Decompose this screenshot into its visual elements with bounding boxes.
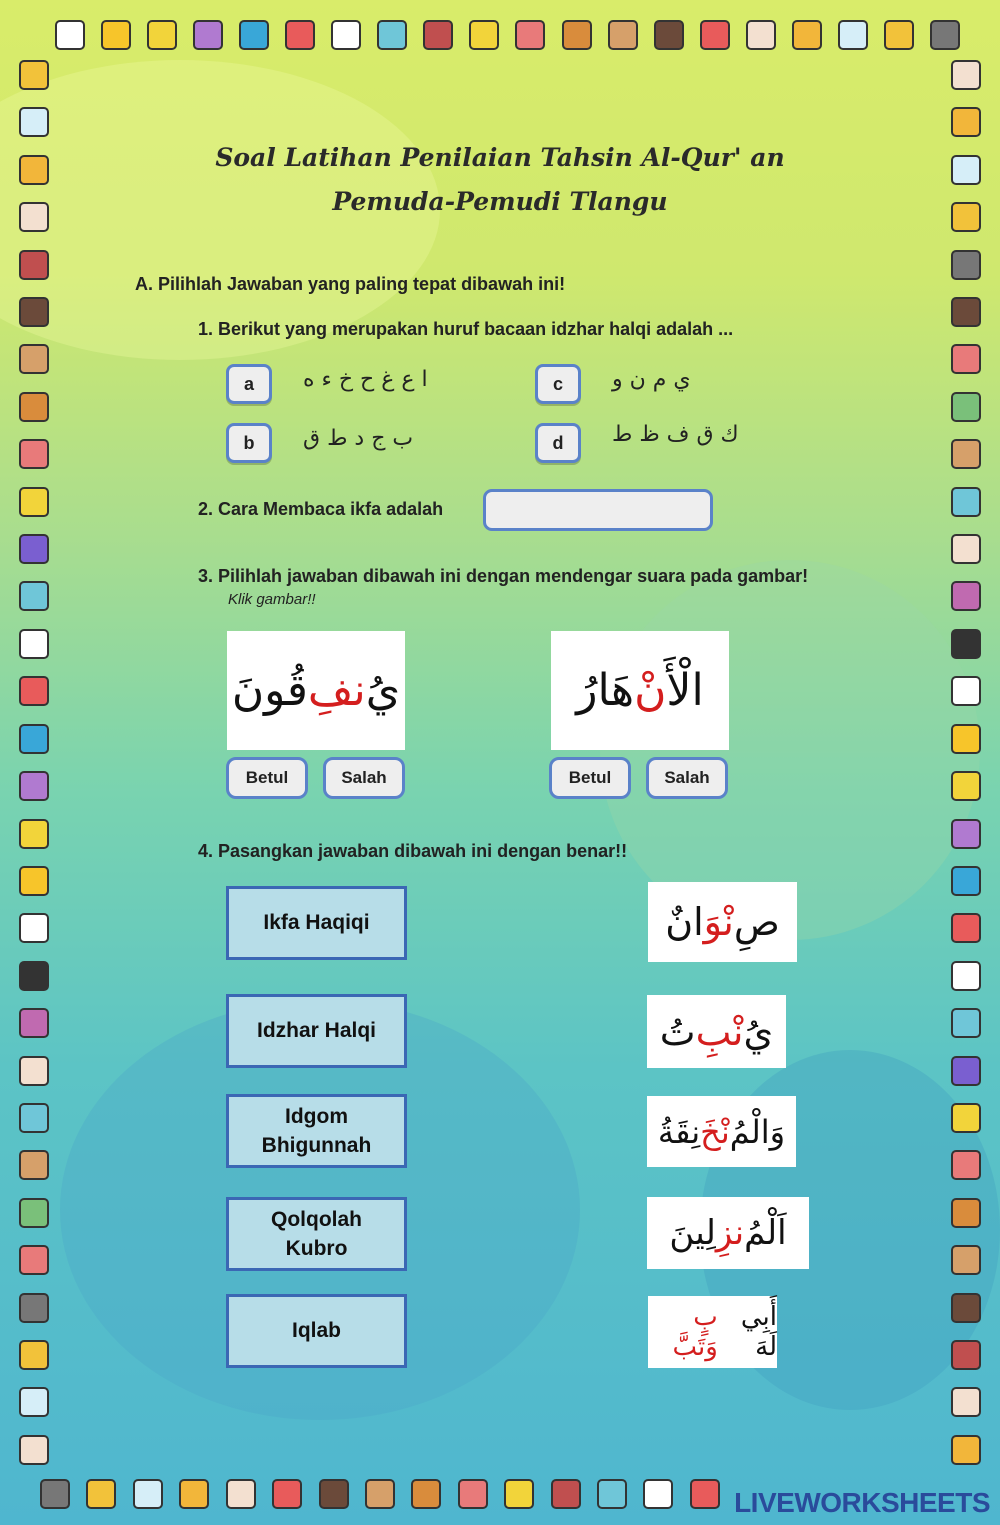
page-title-line-2: Pemuda-Pemudi Tlangu — [332, 187, 668, 216]
tape-icon — [951, 487, 981, 517]
question-3-text: 3. Pilihlah jawaban dibawah ini dengan mendengar suara pada gambar! — [198, 566, 809, 586]
scissors-icon — [458, 1479, 488, 1509]
stationery-border-top — [55, 14, 960, 56]
paper-icon — [226, 1479, 256, 1509]
usb-icon — [951, 866, 981, 896]
paper-icon — [951, 60, 981, 90]
stapler-icon — [951, 1340, 981, 1370]
arabic-word-pre: يُ — [743, 1009, 774, 1054]
paper-icon — [951, 534, 981, 564]
paint-roller-icon — [951, 913, 981, 943]
audio-image-card-1[interactable] — [227, 631, 405, 750]
pin-icon — [377, 20, 407, 50]
pin-icon — [19, 581, 49, 611]
paint-roller-icon — [690, 1479, 720, 1509]
match-right-card-4[interactable] — [647, 1197, 809, 1269]
scroll-icon — [133, 1479, 163, 1509]
pushpin-icon — [951, 107, 981, 137]
option-a-button[interactable]: a — [226, 364, 272, 404]
card-2-betul-button[interactable]: Betul — [549, 757, 631, 799]
match-right-card-2[interactable] — [647, 995, 786, 1068]
marker-icon — [19, 819, 49, 849]
option-d-button[interactable]: d — [535, 423, 581, 463]
palette-icon — [19, 344, 49, 374]
notepad-icon — [951, 961, 981, 991]
notepad-icon — [19, 629, 49, 659]
cup-icon — [19, 1008, 49, 1038]
paper-icon — [19, 1056, 49, 1086]
binder-clip-icon — [951, 250, 981, 280]
sticky-note-icon — [101, 20, 131, 50]
pencils-icon — [19, 297, 49, 327]
match-left-item-5[interactable]: Iqlab — [226, 1294, 407, 1368]
pencil-icon — [19, 60, 49, 90]
question-2-text: 2. Cara Membaca ikfa adalah — [198, 499, 444, 519]
binder-clip-icon — [19, 1293, 49, 1323]
arabic-word-post: هَارُ — [576, 665, 635, 716]
pushpin-icon — [179, 1479, 209, 1509]
arabic-word-post: انٌ — [665, 900, 704, 944]
tape-icon — [19, 1103, 49, 1133]
clipboard-icon — [951, 1387, 981, 1417]
arabic-word-highlight: نْخَ — [700, 1112, 730, 1151]
arabic-word-pre: أَبِي لَهَ — [740, 1302, 777, 1362]
palette-icon — [951, 439, 981, 469]
eraser-icon — [193, 20, 223, 50]
page-title-line-1: Soal Latihan Penilaian Tahsin Al-Qur' an — [215, 143, 785, 172]
arabic-word-post: لِينَ — [669, 1213, 716, 1253]
notepad-icon — [331, 20, 361, 50]
eraser-icon — [951, 819, 981, 849]
pencil-icon — [19, 1340, 49, 1370]
scissors-icon — [951, 1150, 981, 1180]
clipboard-icon — [19, 1435, 49, 1465]
brush-icon — [411, 1479, 441, 1509]
plant-icon — [19, 1198, 49, 1228]
arabic-word-pre: صِ — [733, 900, 780, 944]
pencils-icon — [319, 1479, 349, 1509]
brush-icon — [951, 1198, 981, 1228]
arabic-word-pre: يُ — [365, 665, 401, 716]
marker-icon — [951, 771, 981, 801]
sketchbook-icon — [19, 1245, 49, 1275]
match-left-item-1[interactable]: Ikfa Haqiqi — [226, 886, 407, 960]
match-left-item-3[interactable]: Idgom Bhigunnah — [226, 1094, 407, 1168]
pushpin-icon — [792, 20, 822, 50]
liveworksheets-logo[interactable]: LIVEWORKSHEETS — [734, 1487, 990, 1518]
pushpin-icon — [951, 1435, 981, 1465]
cup-icon — [700, 20, 730, 50]
eraser-icon — [19, 771, 49, 801]
cup-icon — [951, 581, 981, 611]
notebook-icon — [55, 20, 85, 50]
crayons-icon — [951, 1056, 981, 1086]
arabic-word-pre: الْأَ — [666, 665, 704, 716]
arabic-word-highlight: نزِ — [715, 1213, 745, 1253]
ruler-icon — [951, 1103, 981, 1133]
notebook-icon — [951, 676, 981, 706]
paint-roller-icon — [19, 676, 49, 706]
match-left-item-4[interactable]: Qolqolah Kubro — [226, 1197, 407, 1271]
question-1-text: 1. Berikut yang merupakan huruf bacaan idzhar halqi adalah ... — [198, 319, 734, 339]
option-c-arabic: ي م ن و — [612, 367, 691, 392]
option-b-button[interactable]: b — [226, 423, 272, 463]
match-left-item-2[interactable]: Idzhar Halqi — [226, 994, 407, 1068]
crayons-icon — [551, 1479, 581, 1509]
sticky-note-icon — [951, 724, 981, 754]
scissors-icon — [19, 439, 49, 469]
option-b-arabic: ب ج د ط ق — [303, 426, 414, 451]
pin-icon — [951, 1008, 981, 1038]
scroll-icon — [838, 20, 868, 50]
option-c-button[interactable]: c — [535, 364, 581, 404]
crayons-icon — [19, 534, 49, 564]
palette-icon — [951, 1245, 981, 1275]
sticky-note-icon — [19, 866, 49, 896]
match-right-card-1[interactable] — [648, 882, 797, 962]
arabic-word-highlight: نفِ — [307, 665, 366, 716]
usb-icon — [239, 20, 269, 50]
card-2-salah-button[interactable]: Salah — [646, 757, 728, 799]
ruler-icon — [469, 20, 499, 50]
plant-icon — [951, 392, 981, 422]
sharpener-icon — [951, 629, 981, 659]
section-a-heading: A. Pilihlah Jawaban yang paling tepat dibawah ini! — [135, 274, 566, 294]
scissors-icon — [515, 20, 545, 50]
option-d-arabic: ك ق ف ظ ط — [612, 422, 739, 447]
notepad-icon — [643, 1479, 673, 1509]
card-1-betul-button[interactable]: Betul — [226, 757, 308, 799]
brush-icon — [562, 20, 592, 50]
cup-icon — [272, 1479, 302, 1509]
scroll-icon — [19, 107, 49, 137]
paint-roller-icon — [285, 20, 315, 50]
stationery-border-left — [12, 60, 56, 1465]
pencils-icon — [951, 1293, 981, 1323]
arabic-word-post: قُونَ — [231, 665, 308, 716]
match-right-card-5[interactable] — [648, 1296, 777, 1368]
palette-icon — [365, 1479, 395, 1509]
brush-icon — [19, 392, 49, 422]
binder-clip-icon — [930, 20, 960, 50]
card-1-salah-button[interactable]: Salah — [323, 757, 405, 799]
pin-icon — [597, 1479, 627, 1509]
arabic-word-post: تُ — [659, 1009, 696, 1054]
paper-icon — [746, 20, 776, 50]
pencil-icon — [86, 1479, 116, 1509]
scroll-icon — [19, 1387, 49, 1417]
sharpener-icon — [19, 961, 49, 991]
arabic-word-pre: وَالْمُ — [729, 1112, 786, 1151]
arabic-word-post: نِقَةُ — [657, 1112, 701, 1151]
pencils-icon — [654, 20, 684, 50]
question-2-answer-input[interactable] — [483, 489, 713, 531]
palette-icon — [19, 1150, 49, 1180]
pencil-icon — [884, 20, 914, 50]
stapler-icon — [19, 250, 49, 280]
stationery-border-right — [944, 60, 988, 1465]
match-right-card-3[interactable] — [647, 1096, 796, 1167]
arabic-word-highlight: نْبِ — [695, 1009, 744, 1054]
arabic-word-pre: اَلْمُ — [744, 1213, 787, 1253]
crayons-icon — [423, 20, 453, 50]
sketchbook-icon — [951, 344, 981, 374]
ruler-icon — [19, 487, 49, 517]
option-a-arabic: ا ع غ ح خ ء ه — [303, 367, 428, 392]
notebook-icon — [19, 913, 49, 943]
ruler-icon — [504, 1479, 534, 1509]
question-4-text: 4. Pasangkan jawaban dibawah ini dengan benar!! — [198, 841, 628, 861]
arabic-word-highlight: نْوَ — [703, 900, 734, 944]
marker-icon — [147, 20, 177, 50]
palette-icon — [608, 20, 638, 50]
usb-icon — [19, 724, 49, 754]
binder-clip-icon — [40, 1479, 70, 1509]
arabic-word-highlight: نْ — [634, 665, 667, 716]
question-3-hint: Klik gambar!! — [228, 591, 316, 608]
pencils-icon — [951, 297, 981, 327]
arabic-word-highlight: بٍ وَتَبَّ — [672, 1302, 718, 1362]
audio-image-card-2[interactable] — [551, 631, 729, 750]
stationery-border-bottom — [40, 1473, 720, 1515]
